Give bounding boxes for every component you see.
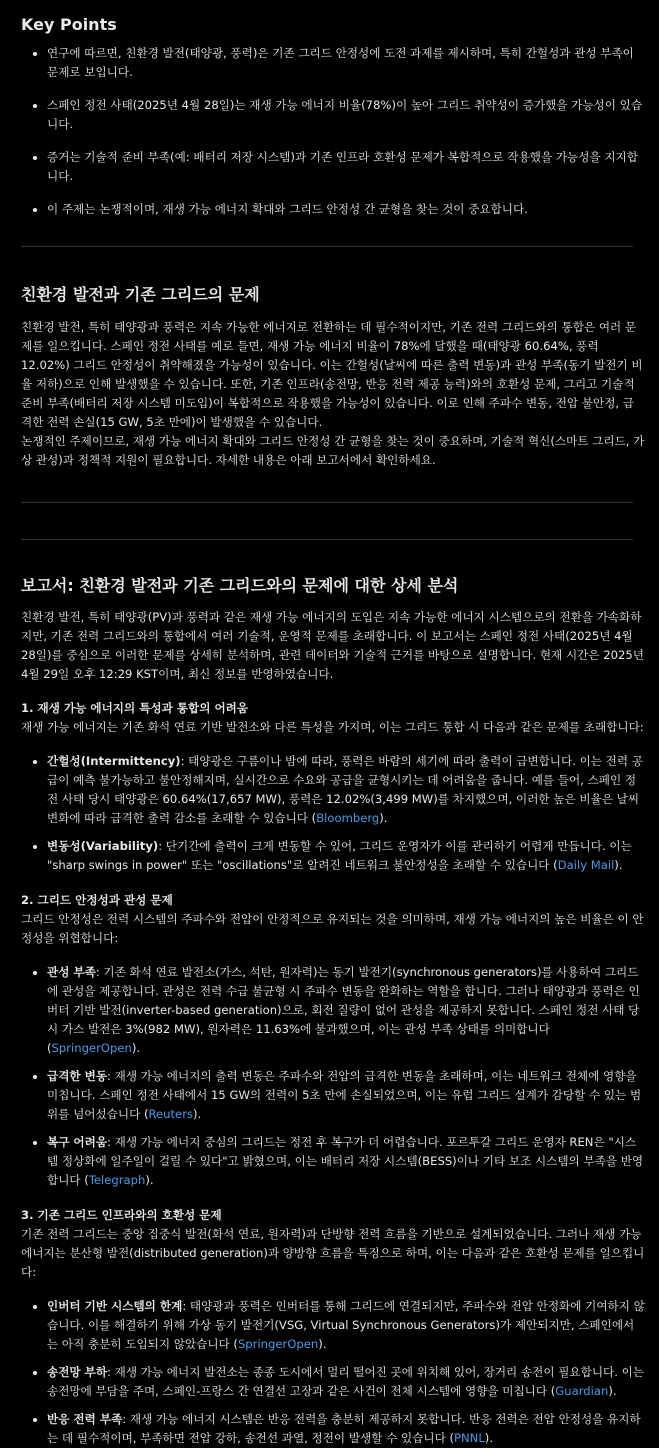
source-link[interactable]: PNNL	[454, 1431, 485, 1445]
source-link[interactable]: Daily Mail	[557, 858, 615, 872]
detail-end: ).	[614, 858, 623, 872]
report-intro: 친환경 발전, 특히 태양광(PV)과 풍력과 같은 재생 가능 에너지의 도입은 지속 가능한 에너지 시스템으로의 전환을 가속화하지만, 기존 전력 그리드와의 통합에서 여러 기술적, 운영적 문제를 초래합니다. 이 보고서는 스페인 정전 사태(2025년 4월 28일)를 중심으로 이러한 문제를 상세히 분석하며, 관련 데이터와 기술적 근거를 바탕으로 설명합니다. 현재 시간은 2025년 4월 29일 오후 12:29 KST이며, 최신 정보를 반영하였습니다.	[21, 610, 644, 681]
report-title: 보고서: 친환경 발전과 기존 그리드와의 문제에 대한 상세 분석	[21, 576, 459, 595]
detail-list	[21, 963, 645, 1190]
key-point-item: 스페인 정전 사태(2025년 4월 28일)는 재생 가능 에너지 비율(78%)이 높아 그리드 취약성이 증가했을 가능성이 있습니다.	[21, 96, 645, 134]
detail-term: 급격한 변동	[47, 1069, 108, 1083]
detail-item	[21, 1297, 645, 1354]
detail-text: : 재생 가능 에너지 발전소는 종종 도시에서 멀리 떨어진 곳에 위치해 있어, 장거리 송전이 필요합니다. 이는 송전망에 부담을 주며, 스페인-프랑스 간 연결선 고장과 같은 사건이 전체 시스템에 영향을 미칩니다 (	[47, 1365, 644, 1398]
detail-list	[21, 1297, 645, 1448]
subsection-intro: 그리드 안정성은 전력 시스템의 주파수와 전압이 안정적으로 유지되는 것을 의미하며, 재생 가능 에너지의 높은 비율은 이 안정성을 위협합니다:	[21, 912, 644, 945]
detail-term: 송전망 부하	[47, 1365, 108, 1379]
key-point-item: 증거는 기술적 준비 부족(예: 배터리 저장 시스템)과 기존 인프라 호환성 문제가 복합적으로 작용했을 가능성을 지지합니다.	[21, 148, 645, 186]
detail-term: 반응 전력 부족	[47, 1412, 123, 1426]
key-points-title: Key Points	[21, 15, 117, 34]
detail-text: : 태양광과 풍력은 인버터를 통해 그리드에 연결되지만, 주파수와 전압 안정화에 기여하지 않습니다. 이를 해결하기 위해 가상 동기 발전기(VSG, Virtual Synchronous Generators)가 제안되지만, 스페인에서는 아직 충분히 도입되지 않았습니다 (	[47, 1299, 645, 1351]
source-link[interactable]: Bloomberg	[316, 811, 380, 825]
detail-item	[21, 752, 645, 828]
subsection-intro: 재생 가능 에너지는 기존 화석 연료 기반 발전소와 다른 특성을 가지며, 이는 그리드 통합 시 다음과 같은 문제를 초래합니다:	[21, 720, 644, 734]
detail-item	[21, 963, 645, 1058]
detail-end: ).	[484, 1431, 494, 1445]
detail-term: 관성 부족	[47, 965, 96, 979]
subsection-heading: 2. 그리드 안정성과 관성 문제	[21, 893, 173, 907]
detail-list	[21, 752, 645, 875]
subsection-heading: 3. 기존 그리드 인프라와의 호환성 문제	[21, 1208, 222, 1222]
detail-item	[21, 1410, 645, 1448]
detail-item	[21, 1133, 645, 1190]
key-point-item: 연구에 따르면, 친환경 발전(태양광, 풍력)은 기존 그리드 안정성에 도전 과제를 제시하며, 특히 간헐성과 관성 부족이 문제로 보입니다.	[21, 44, 645, 82]
subsection-intro: 기존 전력 그리드는 중앙 집중식 발전(화석 연료, 원자력)과 단방향 전력 흐름을 기반으로 설계되었습니다. 그러나 재생 가능 에너지는 분산형 발전(distributed generation)과 양방향 흐름을 특징으로 하며, 이는 다음과 같은 호환성 문제를 일으킵니다:	[21, 1227, 645, 1279]
source-link[interactable]: Guardian	[555, 1384, 609, 1398]
detail-end: ).	[379, 811, 388, 825]
section-title: 친환경 발전과 기존 그리드의 문제	[21, 285, 260, 304]
detail-end: ).	[145, 1173, 154, 1187]
detail-item	[21, 1067, 645, 1124]
detail-text: : 기존 화석 연료 발전소(가스, 석탄, 원자력)는 동기 발전기(synchronous generators)를 사용하여 그리드에 관성을 제공합니다. 관성은 전력 수급 불균형 시 주파수 변동을 완화하는 역할을 합니다. 그러나 태양광과 풍력은 인버터 기반 발전(inverter-based generation)으로, 회전 질량이 없어 관성을 제공하지 못합니다. 스페인 정전 사태 당시 가스 발전은 3%(982 MW), 원자력은 11.63%에 불과했으며, 이는 관성 부족 상태를 의미합니다 (	[47, 965, 640, 1055]
subsection-heading: 1. 재생 가능 에너지의 특성과 통합의 어려움	[21, 701, 249, 715]
divider	[21, 502, 633, 503]
detail-end: ).	[608, 1384, 617, 1398]
detail-term: 인버터 기반 시스템의 한계	[47, 1299, 183, 1313]
section-paragraph: 친환경 발전, 특히 태양광과 풍력은 지속 가능한 에너지로 전환하는 데 필수적이지만, 기존 전력 그리드와의 통합은 여러 문제를 일으킵니다. 스페인 정전 사태를 예로 들면, 재생 가능 에너지 비율이 78%에 달했을 때(태양광 60.64%, 풍력 12.02%) 그리드 안정성이 취약해졌을 가능성이 있습니다. 이는 간헐성(날씨에 따른 출력 변동)과 관성 부족(동기 발전기 비율 저하)으로 인해 발생했을 수 있습니다. 또한, 기존 인프라(송전망, 반응 전력 제공 능력)와의 호환성 문제, 그리고 기술적 준비 부족(배터리 저장 시스템 미도입)이 복합적으로 작용했을 가능성이 있습니다. 이로 인해 주파수 변동, 전압 불안정, 급격한 전력 손실(15 GW, 5초 만에)이 발생했을 수 있습니다.	[21, 320, 643, 429]
divider	[21, 539, 633, 540]
detail-item	[21, 837, 645, 875]
source-link[interactable]: Telegraph	[88, 1173, 146, 1187]
detail-term: 간헐성(Intermittency)	[47, 754, 181, 768]
detail-text: : 단기간에 출력이 크게 변동할 수 있어, 그리드 운영자가 이를 관리하기 어렵게 만듭니다. 이는 "sharp swings in power" 또는 "oscillations"로 알려진 네트워크 불안정성을 초래할 수 있습니다 (	[47, 839, 632, 872]
detail-end: ).	[318, 1337, 327, 1351]
source-link[interactable]: SpringerOpen	[51, 1041, 132, 1055]
section-paragraph: 논쟁적인 주제이므로, 재생 가능 에너지 확대와 그리드 안정성 간 균형을 찾는 것이 중요하며, 기술적 혁신(스마트 그리드, 가상 관성)과 정책적 지원이 필요합니다. 자세한 내용은 아래 보고서에서 확인하세요.	[21, 434, 645, 467]
detail-term: 복구 어려움	[47, 1135, 108, 1149]
detail-end: ).	[131, 1041, 141, 1055]
detail-text: : 태양광은 구름이나 밤에 따라, 풍력은 바람의 세기에 따라 출력이 급변합니다. 이는 전력 공급이 예측 불가능하고 불안정해지며, 실시간으로 수요와 공급을 균형시키는 데 어려움을 줍니다. 예를 들어, 스페인 정전 사태 당시 태양광은 60.64%(17,657 MW), 풍력은 12.02%(3,499 MW)를 차지했으며, 이러한 높은 비율은 날씨 변화에 따라 급격한 출력 감소를 초래할 수 있습니다 (	[47, 754, 643, 825]
key-point-item: 이 주제는 논쟁적이며, 재생 가능 에너지 확대와 그리드 안정성 간 균형을 찾는 것이 중요합니다.	[21, 200, 645, 219]
detail-text: : 재생 가능 에너지 중심의 그리드는 정전 후 복구가 더 어렵습니다. 포르투갈 그리드 운영자 REN은 "시스템 정상화에 일주일이 걸릴 수 있다"고 밝혔으며, 이는 배터리 저장 시스템(BESS)이나 기타 보조 시스템의 부족을 반영합니다 (	[47, 1135, 644, 1187]
key-points-list	[21, 44, 645, 219]
divider	[21, 246, 633, 247]
detail-item	[21, 1363, 645, 1401]
detail-term: 변동성(Variability)	[47, 839, 159, 853]
detail-end: ).	[193, 1107, 202, 1121]
detail-text: : 재생 가능 에너지의 출력 변동은 주파수와 전압의 급격한 변동을 초래하며, 이는 네트워크 전체에 영향을 미칩니다. 스페인 정전 사태에서 15 GW의 전력이 5초 만에 손실되었으며, 이는 유럽 그리드 설계가 감당할 수 있는 범위를 넘어섰습니다 (	[47, 1069, 642, 1121]
source-link[interactable]: Reuters	[148, 1107, 194, 1121]
source-link[interactable]: SpringerOpen	[237, 1337, 319, 1351]
detail-text: : 재생 가능 에너지 시스템은 반응 전력을 충분히 제공하지 못합니다. 반응 전력은 전압 안정성을 유지하는 데 필수적이며, 부족하면 전압 강하, 송전선 과열, 정전이 발생할 수 있습니다 (	[47, 1412, 641, 1445]
